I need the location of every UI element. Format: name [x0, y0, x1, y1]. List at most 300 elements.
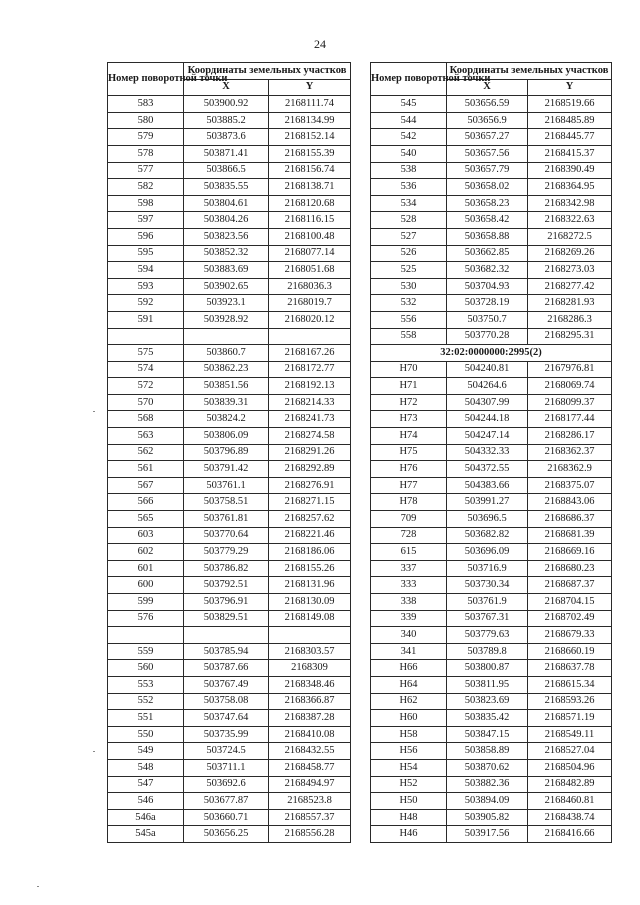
header-coordinates: Координаты земельных участков [184, 63, 351, 80]
y-coordinate-cell [269, 328, 351, 345]
y-coordinate-cell: 2168214.33 [269, 394, 351, 411]
x-coordinate-cell: 503658.02 [447, 179, 528, 196]
point-number-cell: 576 [108, 610, 184, 627]
y-coordinate-cell: 2168192.13 [269, 378, 351, 395]
table-row [371, 809, 612, 826]
x-coordinate-cell: 503735.99 [184, 726, 269, 743]
point-number-cell: 601 [108, 560, 184, 577]
table-row [371, 577, 612, 594]
page-number: 24 [314, 37, 326, 51]
x-coordinate-cell: 503758.51 [184, 494, 269, 511]
y-coordinate-cell: 2168149.08 [269, 610, 351, 627]
x-coordinate-cell: 503656.9 [447, 112, 528, 129]
x-coordinate-cell: 504264.6 [447, 378, 528, 395]
x-coordinate-cell: 503786.82 [184, 560, 269, 577]
point-number-cell: 525 [371, 262, 447, 279]
table-row [108, 311, 351, 328]
y-coordinate-cell: 2168156.74 [269, 162, 351, 179]
x-coordinate-cell: 504240.81 [447, 361, 528, 378]
point-number-cell: 599 [108, 594, 184, 611]
point-number-cell: Н52 [371, 776, 447, 793]
y-coordinate-cell: 2168116.15 [269, 212, 351, 229]
x-coordinate-cell: 503923.1 [184, 295, 269, 312]
point-number-cell: 579 [108, 129, 184, 146]
point-number-cell: 577 [108, 162, 184, 179]
x-coordinate-cell: 503851.56 [184, 378, 269, 395]
table-row [108, 245, 351, 262]
y-coordinate-cell: 2168077.14 [269, 245, 351, 262]
table-row [108, 594, 351, 611]
point-number-cell: 339 [371, 610, 447, 627]
x-coordinate-cell: 503870.62 [447, 759, 528, 776]
y-coordinate-cell: 2168303.57 [269, 643, 351, 660]
point-number-cell: 574 [108, 361, 184, 378]
y-coordinate-cell: 2168843.06 [528, 494, 612, 511]
point-number-cell: Н62 [371, 693, 447, 710]
table-row [108, 643, 351, 660]
table-row [108, 378, 351, 395]
point-number-cell: 527 [371, 228, 447, 245]
x-coordinate-cell: 503770.64 [184, 527, 269, 544]
point-number-cell: 538 [371, 162, 447, 179]
table-row [371, 527, 612, 544]
point-number-cell: 596 [108, 228, 184, 245]
x-coordinate-cell: 503829.51 [184, 610, 269, 627]
y-coordinate-cell: 2168292.89 [269, 461, 351, 478]
y-coordinate-cell: 2168485.89 [528, 112, 612, 129]
y-coordinate-cell: 2168686.37 [528, 511, 612, 528]
x-coordinate-cell: 503682.32 [447, 262, 528, 279]
table-row [371, 726, 612, 743]
y-coordinate-cell: 2168291.26 [269, 444, 351, 461]
y-coordinate-cell: 2168660.19 [528, 643, 612, 660]
x-coordinate-cell: 503839.31 [184, 394, 269, 411]
table-row [371, 826, 612, 843]
point-number-cell: 582 [108, 179, 184, 196]
point-number-cell: 559 [108, 643, 184, 660]
scan-speck [37, 886, 39, 887]
point-number-cell [108, 627, 184, 644]
table-row [108, 610, 351, 627]
point-number-cell: 562 [108, 444, 184, 461]
point-number-cell: 602 [108, 544, 184, 561]
x-coordinate-cell: 503728.19 [447, 295, 528, 312]
table-row [371, 262, 612, 279]
table-row [371, 129, 612, 146]
x-coordinate-cell: 503692.6 [184, 776, 269, 793]
table-row [371, 378, 612, 395]
y-coordinate-cell: 2168271.15 [269, 494, 351, 511]
point-number-cell: 528 [371, 212, 447, 229]
table-row [108, 759, 351, 776]
point-number-cell: Н48 [371, 809, 447, 826]
table-row [371, 759, 612, 776]
table-row [108, 743, 351, 760]
table-row [108, 179, 351, 196]
y-coordinate-cell: 2168281.93 [528, 295, 612, 312]
x-coordinate-cell: 503662.85 [447, 245, 528, 262]
point-number-cell: 556 [371, 311, 447, 328]
x-coordinate-cell: 503885.2 [184, 112, 269, 129]
point-number-cell: 549 [108, 743, 184, 760]
x-coordinate-cell: 503779.63 [447, 627, 528, 644]
x-coordinate-cell: 504307.99 [447, 394, 528, 411]
table-row [371, 676, 612, 693]
x-coordinate-cell: 503882.36 [447, 776, 528, 793]
x-coordinate-cell: 503711.1 [184, 759, 269, 776]
y-coordinate-cell: 2168375.07 [528, 477, 612, 494]
table-row [371, 394, 612, 411]
y-coordinate-cell: 2168272.5 [528, 228, 612, 245]
point-number-cell: Н64 [371, 676, 447, 693]
right-table-body [371, 96, 612, 843]
point-number-cell: 593 [108, 278, 184, 295]
x-coordinate-cell: 503862.23 [184, 361, 269, 378]
table-row [371, 693, 612, 710]
scan-speck [93, 751, 95, 752]
point-number-cell: 530 [371, 278, 447, 295]
x-coordinate-cell: 503905.82 [447, 809, 528, 826]
y-coordinate-cell: 2168390.49 [528, 162, 612, 179]
point-number-cell: 561 [108, 461, 184, 478]
y-coordinate-cell: 2168557.37 [269, 809, 351, 826]
x-coordinate-cell: 503894.09 [447, 793, 528, 810]
table-row [371, 228, 612, 245]
x-coordinate-cell [184, 627, 269, 644]
y-coordinate-cell: 2168415.37 [528, 145, 612, 162]
header-x: X [184, 79, 269, 96]
table-row [371, 311, 612, 328]
y-coordinate-cell: 2168362.37 [528, 444, 612, 461]
y-coordinate-cell: 2168099.37 [528, 394, 612, 411]
x-coordinate-cell: 503761.81 [184, 511, 269, 528]
x-coordinate-cell: 503761.1 [184, 477, 269, 494]
y-coordinate-cell: 2168445.77 [528, 129, 612, 146]
table-row [108, 262, 351, 279]
y-coordinate-cell: 2168519.66 [528, 96, 612, 113]
y-coordinate-cell: 2168036.3 [269, 278, 351, 295]
y-coordinate-cell: 2168020.12 [269, 311, 351, 328]
y-coordinate-cell: 2168131.96 [269, 577, 351, 594]
point-number-cell: 591 [108, 311, 184, 328]
y-coordinate-cell: 2168167.26 [269, 345, 351, 362]
point-number-cell: 532 [371, 295, 447, 312]
x-coordinate-cell: 504247.14 [447, 428, 528, 445]
table-row [371, 494, 612, 511]
x-coordinate-cell: 503796.89 [184, 444, 269, 461]
point-number-cell: Н71 [371, 378, 447, 395]
point-number-cell: 583 [108, 96, 184, 113]
table-row [371, 212, 612, 229]
point-number-cell: Н54 [371, 759, 447, 776]
x-coordinate-cell: 503871.41 [184, 145, 269, 162]
table-row [108, 129, 351, 146]
x-coordinate-cell: 503866.5 [184, 162, 269, 179]
table-row [108, 560, 351, 577]
scan-speck [93, 411, 95, 412]
y-coordinate-cell: 2168615.34 [528, 676, 612, 693]
header-x: X [447, 79, 528, 96]
table-row [371, 610, 612, 627]
x-coordinate-cell: 503791.42 [184, 461, 269, 478]
y-coordinate-cell: 2168111.74 [269, 96, 351, 113]
x-coordinate-cell: 503660.71 [184, 809, 269, 826]
x-coordinate-cell: 503991.27 [447, 494, 528, 511]
table-row [108, 726, 351, 743]
y-coordinate-cell: 2168155.26 [269, 560, 351, 577]
point-number-cell: 592 [108, 295, 184, 312]
table-row [108, 693, 351, 710]
point-number-cell: 615 [371, 544, 447, 561]
y-coordinate-cell: 2168680.23 [528, 560, 612, 577]
y-coordinate-cell: 2168221.46 [269, 527, 351, 544]
left-table-body [108, 96, 351, 843]
table-row [371, 96, 612, 113]
table-row [108, 361, 351, 378]
table-row [371, 776, 612, 793]
point-number-cell: Н50 [371, 793, 447, 810]
point-number-cell: 551 [108, 710, 184, 727]
point-number-cell: 338 [371, 594, 447, 611]
point-number-cell: 595 [108, 245, 184, 262]
table-row [108, 96, 351, 113]
x-coordinate-cell: 503835.42 [447, 710, 528, 727]
y-coordinate-cell: 2168051.68 [269, 262, 351, 279]
point-number-cell: 550 [108, 726, 184, 743]
point-number-cell: 546 [108, 793, 184, 810]
table-row [108, 394, 351, 411]
x-coordinate-cell: 503750.7 [447, 311, 528, 328]
table-row [371, 643, 612, 660]
x-coordinate-cell: 503767.31 [447, 610, 528, 627]
header-y: Y [269, 79, 351, 96]
x-coordinate-cell: 503928.92 [184, 311, 269, 328]
y-coordinate-cell: 2168593.26 [528, 693, 612, 710]
table-row [371, 295, 612, 312]
table-row [371, 162, 612, 179]
x-coordinate-cell: 503658.23 [447, 195, 528, 212]
table-row [371, 793, 612, 810]
y-coordinate-cell: 2168504.96 [528, 759, 612, 776]
y-coordinate-cell: 2168069.74 [528, 378, 612, 395]
x-coordinate-cell: 503761.9 [447, 594, 528, 611]
x-coordinate-cell: 503656.25 [184, 826, 269, 843]
table-row [108, 411, 351, 428]
x-coordinate-cell: 503657.27 [447, 129, 528, 146]
table-row [371, 477, 612, 494]
table-row [371, 627, 612, 644]
table-row [108, 444, 351, 461]
table-row [371, 278, 612, 295]
table-row [108, 477, 351, 494]
table-row [371, 743, 612, 760]
point-number-cell: Н46 [371, 826, 447, 843]
point-number-cell: 337 [371, 560, 447, 577]
x-coordinate-cell: 503873.6 [184, 129, 269, 146]
y-coordinate-cell: 2168177.44 [528, 411, 612, 428]
point-number-cell: 575 [108, 345, 184, 362]
y-coordinate-cell: 2168669.16 [528, 544, 612, 561]
table-row [108, 660, 351, 677]
point-number-cell: Н77 [371, 477, 447, 494]
x-coordinate-cell: 504372.55 [447, 461, 528, 478]
y-coordinate-cell: 2168362.9 [528, 461, 612, 478]
y-coordinate-cell: 2168130.09 [269, 594, 351, 611]
header-y: Y [528, 79, 612, 96]
x-coordinate-cell: 503917.56 [447, 826, 528, 843]
point-number-cell [108, 328, 184, 345]
point-number-cell: 548 [108, 759, 184, 776]
x-coordinate-cell: 503852.32 [184, 245, 269, 262]
y-coordinate-cell: 2168155.39 [269, 145, 351, 162]
point-number-cell: 598 [108, 195, 184, 212]
table-row [108, 145, 351, 162]
table-row [371, 660, 612, 677]
point-number-cell: 709 [371, 511, 447, 528]
x-coordinate-cell: 503785.94 [184, 643, 269, 660]
point-number-cell: 340 [371, 627, 447, 644]
x-coordinate-cell: 503860.7 [184, 345, 269, 362]
table-row [371, 145, 612, 162]
y-coordinate-cell: 2168186.06 [269, 544, 351, 561]
table-row [108, 195, 351, 212]
table-row [108, 345, 351, 362]
table-row [108, 527, 351, 544]
table-row [371, 560, 612, 577]
table-row [108, 494, 351, 511]
point-number-cell: Н72 [371, 394, 447, 411]
y-coordinate-cell: 2168432.55 [269, 743, 351, 760]
point-number-cell: 560 [108, 660, 184, 677]
x-coordinate-cell: 503770.28 [447, 328, 528, 345]
point-number-cell: 553 [108, 676, 184, 693]
point-number-cell: 600 [108, 577, 184, 594]
table-row [371, 594, 612, 611]
y-coordinate-cell [269, 627, 351, 644]
x-coordinate-cell: 503789.8 [447, 643, 528, 660]
y-coordinate-cell: 2168295.31 [528, 328, 612, 345]
x-coordinate-cell: 503804.26 [184, 212, 269, 229]
y-coordinate-cell: 2168366.87 [269, 693, 351, 710]
table-row [108, 577, 351, 594]
x-coordinate-cell: 503658.88 [447, 228, 528, 245]
y-coordinate-cell: 2168571.19 [528, 710, 612, 727]
x-coordinate-cell: 503900.92 [184, 96, 269, 113]
coordinates-table-right [370, 62, 612, 843]
point-number-cell: 544 [371, 112, 447, 129]
y-coordinate-cell: 2168342.98 [528, 195, 612, 212]
table-row [371, 461, 612, 478]
y-coordinate-cell: 2168276.91 [269, 477, 351, 494]
table-row [371, 444, 612, 461]
y-coordinate-cell: 2168637.78 [528, 660, 612, 677]
table-row [108, 627, 351, 644]
table-row [371, 544, 612, 561]
y-coordinate-cell: 2168120.68 [269, 195, 351, 212]
y-coordinate-cell: 2168138.71 [269, 179, 351, 196]
y-coordinate-cell: 2168152.14 [269, 129, 351, 146]
x-coordinate-cell: 503800.87 [447, 660, 528, 677]
table-row [108, 112, 351, 129]
x-coordinate-cell: 503823.56 [184, 228, 269, 245]
x-coordinate-cell: 504244.18 [447, 411, 528, 428]
y-coordinate-cell: 2168387.28 [269, 710, 351, 727]
table-row [371, 511, 612, 528]
point-number-cell: 542 [371, 129, 447, 146]
header-point-number: Номер поворотной точки [371, 63, 447, 96]
point-number-cell: 563 [108, 428, 184, 445]
point-number-cell: 570 [108, 394, 184, 411]
x-coordinate-cell: 503804.61 [184, 195, 269, 212]
x-coordinate-cell: 503787.66 [184, 660, 269, 677]
y-coordinate-cell: 2168460.81 [528, 793, 612, 810]
y-coordinate-cell: 2168274.58 [269, 428, 351, 445]
point-number-cell: Н58 [371, 726, 447, 743]
y-coordinate-cell: 2168681.39 [528, 527, 612, 544]
table-row [371, 428, 612, 445]
y-coordinate-cell: 2168100.48 [269, 228, 351, 245]
x-coordinate-cell: 503724.5 [184, 743, 269, 760]
x-coordinate-cell: 503758.08 [184, 693, 269, 710]
x-coordinate-cell: 503696.5 [447, 511, 528, 528]
y-coordinate-cell: 2168702.49 [528, 610, 612, 627]
y-coordinate-cell: 2168527.04 [528, 743, 612, 760]
table-row [108, 162, 351, 179]
point-number-cell: 552 [108, 693, 184, 710]
header-coordinates: Координаты земельных участков [447, 63, 612, 80]
x-coordinate-cell: 504383.66 [447, 477, 528, 494]
coordinates-table-left [107, 62, 351, 843]
table-row [371, 179, 612, 196]
table-row [108, 544, 351, 561]
x-coordinate-cell: 503716.9 [447, 560, 528, 577]
table-row [108, 511, 351, 528]
y-coordinate-cell: 2168172.77 [269, 361, 351, 378]
point-number-cell: 603 [108, 527, 184, 544]
y-coordinate-cell: 2168494.97 [269, 776, 351, 793]
table-row [108, 212, 351, 229]
x-coordinate-cell [184, 328, 269, 345]
x-coordinate-cell: 503792.51 [184, 577, 269, 594]
table-row [108, 710, 351, 727]
header-point-number: Номер поворотной точки [108, 63, 184, 96]
x-coordinate-cell: 503779.29 [184, 544, 269, 561]
x-coordinate-cell: 503657.56 [447, 145, 528, 162]
point-number-cell: 578 [108, 145, 184, 162]
table-row [108, 228, 351, 245]
y-coordinate-cell: 2168679.33 [528, 627, 612, 644]
y-coordinate-cell: 2168458.77 [269, 759, 351, 776]
y-coordinate-cell: 2168704.15 [528, 594, 612, 611]
point-number-cell: 566 [108, 494, 184, 511]
table-row [108, 278, 351, 295]
table-row [108, 461, 351, 478]
point-number-cell: Н75 [371, 444, 447, 461]
point-number-cell: 534 [371, 195, 447, 212]
table-row [108, 428, 351, 445]
point-number-cell: 568 [108, 411, 184, 428]
x-coordinate-cell: 503682.82 [447, 527, 528, 544]
y-coordinate-cell: 2168134.99 [269, 112, 351, 129]
x-coordinate-cell: 503767.49 [184, 676, 269, 693]
group-title: 32:02:0000000:2995(2) [371, 345, 612, 362]
point-number-cell: 545 [371, 96, 447, 113]
table-row [371, 245, 612, 262]
point-number-cell: 333 [371, 577, 447, 594]
y-coordinate-cell: 2168556.28 [269, 826, 351, 843]
x-coordinate-cell: 503811.95 [447, 676, 528, 693]
y-coordinate-cell: 2167976.81 [528, 361, 612, 378]
